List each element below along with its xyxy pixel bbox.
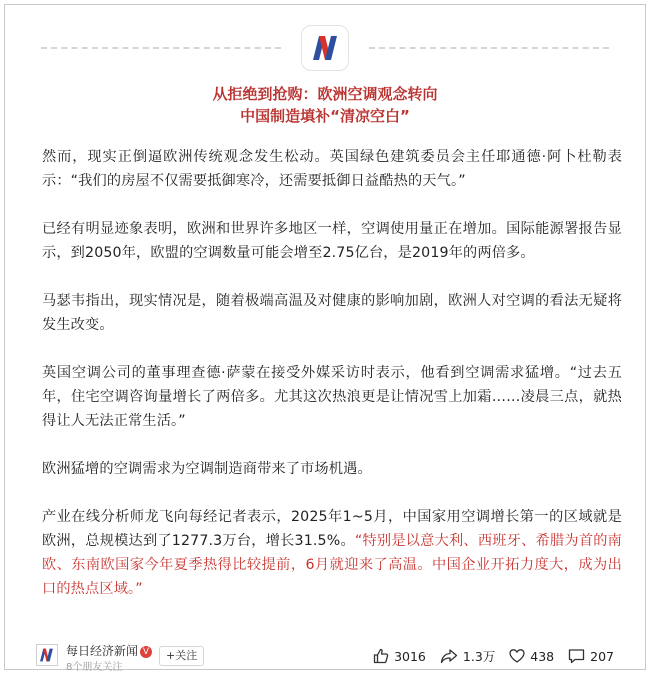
share-button[interactable] — [440, 647, 495, 665]
article-body — [42, 145, 622, 625]
article-card — [4, 4, 646, 670]
source-avatar[interactable] — [36, 644, 58, 666]
verified-badge-icon: V — [140, 646, 152, 658]
paragraph-6 — [42, 505, 622, 601]
comment-count: 207 — [590, 648, 614, 664]
source-followers: 8个朋友关注 — [66, 662, 123, 673]
nbd-logo-icon — [310, 33, 340, 63]
paragraph-1: 然而，现实正倒逼欧洲传统观念发生松动。英国绿色建筑委员会主任耶通德·阿卜杜勒表示：“我们的房屋不仅需要抵御寒冷，还需要抵御日益酷热的天气。” — [42, 149, 622, 189]
source-logo-icon — [39, 648, 55, 662]
comment-bubble-icon — [568, 648, 585, 664]
headline-line-2: 中国制造填补“清凉空白” — [240, 107, 410, 125]
divider-right — [369, 47, 609, 49]
paragraph-4: 英国空调公司的董事理查德·萨蒙在接受外媒采访时表示，他看到空调需求猛增。“过去五年，住宅空调咨询量增长了两倍多。尤其这次热浪更是让情况雪上加霜……凌晨三点，就热得让人无法正常生活。” — [42, 365, 622, 429]
divider-left — [41, 47, 281, 49]
source-name-text: 每日经济新闻 — [66, 644, 139, 658]
paragraph-2: 已经有明显迹象表明，欧洲和世界许多地区一样，空调使用量正在增加。国际能源署报告显示，到2050年，欧盟的空调数量可能会增至2.75亿台，是2019年的两倍多。 — [42, 221, 622, 261]
engagement-stats — [359, 646, 614, 666]
paragraph-6-plain: 产业在线分析师龙飞向每经记者表示，2025年1~5月，中国家用空调增长第一的区域就是欧洲，总规模达到了1277.3万台，增长31.5%。 — [42, 509, 622, 549]
thumbs-up-icon — [373, 648, 389, 664]
heart-icon — [509, 648, 525, 664]
comment-button[interactable] — [568, 648, 614, 664]
like-button[interactable] — [373, 648, 426, 664]
paragraph-5: 欧洲猛增的空调需求为空调制造商带来了市场机遇。 — [42, 461, 372, 477]
article-headline — [5, 83, 645, 127]
favorite-button[interactable] — [509, 648, 554, 664]
favorite-count: 438 — [530, 648, 555, 664]
paragraph-6-quote: “特别是以意大利、西班牙、希腊为首的南欧、东南欧国家今年夏季热得比较提前，6月就迎来了高温。中国企业开拓力度大，成为出口的热点区域。” — [42, 533, 623, 597]
follow-button[interactable]: +关注 — [159, 646, 204, 666]
article-header — [41, 25, 609, 73]
article-footer — [36, 642, 614, 673]
share-arrow-icon — [440, 648, 458, 664]
publisher-logo — [301, 25, 349, 71]
share-count: 1.3万 — [462, 649, 496, 664]
paragraph-3: 马瑟韦指出，现实情况是，随着极端高温及对健康的影响加剧，欧洲人对空调的看法无疑将发生改变。 — [42, 293, 622, 333]
source-name[interactable] — [66, 642, 152, 659]
like-count: 3016 — [394, 648, 426, 664]
headline-line-1: 从拒绝到抢购：欧洲空调观念转向 — [212, 85, 438, 103]
